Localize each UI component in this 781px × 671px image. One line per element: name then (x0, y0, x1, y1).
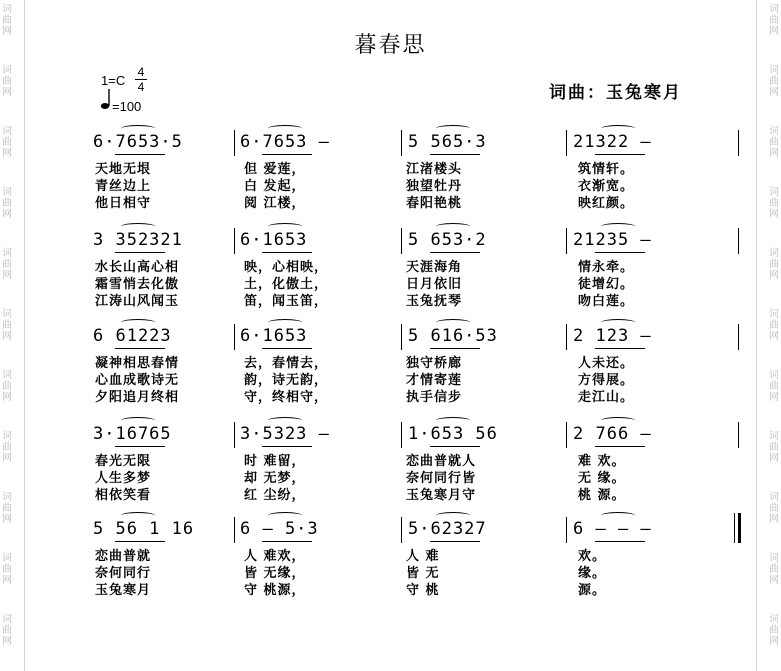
beam-underline (262, 348, 312, 349)
lyric-text: 徒增幻。 (578, 277, 635, 292)
barline (401, 130, 402, 156)
watermark-mark: 词 曲 网 (769, 4, 779, 37)
slur-mark (601, 125, 635, 132)
lyric-text: 人未还。 (578, 356, 635, 371)
watermark-mark: 词 曲 网 (769, 614, 779, 647)
lyric-text: 夕阳追月终相 (95, 390, 180, 405)
lyric-text: 桃 源。 (578, 488, 626, 503)
watermark-mark: 词 曲 网 (769, 492, 779, 525)
barline (566, 517, 567, 543)
barline (234, 422, 235, 448)
lyric-text: 人 难欢， (244, 549, 306, 564)
watermark-mark: 词 曲 网 (2, 248, 12, 281)
barline (401, 422, 402, 448)
beam-underline (595, 446, 645, 447)
beam-underline (115, 154, 165, 155)
slur-mark (121, 125, 155, 132)
measure-notes: 3 352321 (93, 230, 183, 250)
watermark-mark: 词 曲 网 (2, 370, 12, 403)
barline (401, 517, 402, 543)
lyric-text: 春光无限 (95, 454, 152, 469)
watermark-mark: 词 曲 网 (2, 553, 12, 586)
measure-notes: 2 766 – (573, 424, 652, 444)
lyric-text: 韵，诗无韵， (244, 373, 329, 388)
lyric-text: 阅 江楼， (244, 196, 306, 211)
measure-notes: 5 653·2 (408, 230, 487, 250)
lyric-text: 天涯海角 (406, 260, 463, 275)
lyric-text: 执手信步 (406, 390, 463, 405)
slur-mark (268, 417, 302, 424)
watermark-mark: 词 曲 网 (2, 614, 12, 647)
measure-notes: 21322 – (573, 132, 652, 152)
watermark-mark: 词 曲 网 (769, 309, 779, 342)
measure-notes: 6·1653 (240, 230, 308, 250)
beam-underline (262, 446, 312, 447)
beam-underline (430, 348, 480, 349)
barline (234, 517, 235, 543)
slur-mark (268, 125, 302, 132)
lyric-text: 凝神相思春情 (95, 356, 180, 371)
barline (738, 130, 739, 156)
lyric-text: 恋曲普就人 (406, 454, 477, 469)
beam-underline (262, 252, 312, 253)
measure-notes: 6 – 5·3 (240, 519, 319, 539)
barline (566, 324, 567, 350)
lyric-text: 情永牵。 (578, 260, 635, 275)
lyric-text: 映，心相映， (244, 260, 329, 275)
lyric-text: 无 缘。 (578, 471, 626, 486)
lyric-text: 他日相守 (95, 196, 152, 211)
slur-mark (601, 512, 635, 519)
measure-notes: 21235 – (573, 230, 652, 250)
slur-mark (268, 512, 302, 519)
key-signature: 1=C (101, 73, 126, 88)
time-bottom: 4 (137, 80, 145, 94)
left-edge-line (24, 0, 25, 671)
lyric-text: 皆 无 (406, 566, 440, 581)
measure-notes: 3·16765 (93, 424, 172, 444)
lyric-text: 江渚楼头 (406, 162, 463, 177)
lyric-text: 时 难留， (244, 454, 306, 469)
slur-mark (436, 223, 470, 230)
slur-mark (601, 223, 635, 230)
lyric-text: 奈何同行皆 (406, 471, 477, 486)
lyric-text: 笛，闻玉笛， (244, 294, 329, 309)
lyric-text: 土，化傲土， (244, 277, 329, 292)
time-top: 4 (137, 65, 145, 79)
measure-notes: 6·1653 (240, 326, 308, 346)
watermark-mark: 词 曲 网 (2, 309, 12, 342)
credits: 词曲：玉兔寒月 (549, 83, 682, 103)
watermark-mark: 词 曲 网 (769, 431, 779, 464)
barline (234, 324, 235, 350)
lyric-text: 去，春情去， (244, 356, 329, 371)
barline (738, 228, 739, 254)
slur-mark (268, 319, 302, 326)
measure-notes: 5·62327 (408, 519, 487, 539)
lyric-text: 守，终相守， (244, 390, 329, 405)
beam-underline (430, 446, 480, 447)
song-title: 暮春思 (354, 33, 427, 58)
final-barline-thick (738, 513, 741, 543)
watermark-mark: 词 曲 网 (2, 492, 12, 525)
lyric-text: 守 桃 (406, 583, 440, 598)
time-signature (134, 66, 148, 93)
watermark-mark: 词 曲 网 (769, 248, 779, 281)
slur-mark (601, 319, 635, 326)
lyric-text: 霜雪悄去化傲 (95, 277, 180, 292)
lyric-text: 守 桃源， (244, 583, 306, 598)
lyric-text: 才情寄莲 (406, 373, 463, 388)
right-edge-line (756, 0, 757, 671)
slur-mark (436, 319, 470, 326)
lyric-text: 水长山高心相 (95, 260, 180, 275)
lyric-text: 恋曲普就 (95, 549, 152, 564)
barline (738, 422, 739, 448)
slur-mark (436, 417, 470, 424)
measure-notes: 5 565·3 (408, 132, 487, 152)
barline (566, 130, 567, 156)
tempo-marking: =100 (112, 99, 142, 114)
lyric-text: 衣渐宽。 (578, 179, 635, 194)
lyric-text: 缘。 (578, 566, 607, 581)
lyric-text: 独望牡丹 (406, 179, 463, 194)
measure-notes: 5 56 1 16 (93, 519, 195, 539)
measure-notes: 5 616·53 (408, 326, 498, 346)
left-watermark-strip (0, 0, 14, 671)
measure-notes: 6 – – – (573, 519, 652, 539)
barline (566, 228, 567, 254)
measure-notes: 6·7653 – (240, 132, 330, 152)
lyric-text: 走江山。 (578, 390, 635, 405)
barline (738, 324, 739, 350)
beam-underline (262, 541, 312, 542)
lyric-text: 源。 (578, 583, 607, 598)
slur-mark (121, 223, 155, 230)
watermark-mark: 词 曲 网 (2, 187, 12, 220)
watermark-mark: 词 曲 网 (2, 4, 12, 37)
beam-underline (430, 541, 480, 542)
beam-underline (595, 154, 645, 155)
lyric-text: 奈何同行 (95, 566, 152, 581)
watermark-mark: 词 曲 网 (769, 553, 779, 586)
watermark-mark: 词 曲 网 (769, 187, 779, 220)
beam-underline (595, 252, 645, 253)
lyric-text: 红 尘纷， (244, 488, 306, 503)
lyric-text: 青丝边上 (95, 179, 152, 194)
slur-mark (436, 512, 470, 519)
measure-notes: 6·7653·5 (93, 132, 183, 152)
measure-notes: 3·5323 – (240, 424, 330, 444)
beam-underline (595, 348, 645, 349)
lyric-text: 玉兔抚琴 (406, 294, 463, 309)
lyric-text: 欢。 (578, 549, 607, 564)
watermark-mark: 词 曲 网 (2, 431, 12, 464)
barline (234, 228, 235, 254)
lyric-text: 玉兔寒月守 (406, 488, 477, 503)
watermark-mark: 词 曲 网 (769, 65, 779, 98)
slur-mark (121, 417, 155, 424)
beam-underline (115, 252, 165, 253)
lyric-text: 天地无垠 (95, 162, 152, 177)
slur-mark (601, 417, 635, 424)
watermark-mark: 词 曲 网 (769, 126, 779, 159)
slur-mark (268, 223, 302, 230)
barline (401, 324, 402, 350)
lyric-text: 春阳艳桃 (406, 196, 463, 211)
lyric-text: 玉兔寒月 (95, 583, 152, 598)
lyric-text: 但 爱莲， (244, 162, 306, 177)
lyric-text: 日月依旧 (406, 277, 463, 292)
watermark-mark: 词 曲 网 (769, 370, 779, 403)
lyric-text: 人生多梦 (95, 471, 152, 486)
beam-underline (430, 154, 480, 155)
beam-underline (115, 348, 165, 349)
slur-mark (121, 319, 155, 326)
lyric-text: 心血成歌诗无 (95, 373, 180, 388)
lyric-text: 独守桥廊 (406, 356, 463, 371)
lyric-text: 人 难 (406, 549, 440, 564)
final-barline-thin (734, 513, 735, 543)
watermark-mark: 词 曲 网 (2, 65, 12, 98)
barline (234, 130, 235, 156)
lyric-text: 映红颜。 (578, 196, 635, 211)
slur-mark (121, 512, 155, 519)
beam-underline (115, 541, 165, 542)
barline (566, 422, 567, 448)
lyric-text: 难 欢。 (578, 454, 626, 469)
watermark-mark: 词 曲 网 (2, 126, 12, 159)
slur-mark (436, 125, 470, 132)
lyric-text: 白 发起， (244, 179, 306, 194)
lyric-text: 相依笑看 (95, 488, 152, 503)
lyric-text: 江涛山风闻玉 (95, 294, 180, 309)
right-watermark-strip (767, 0, 781, 671)
beam-underline (430, 252, 480, 253)
beam-underline (595, 541, 645, 542)
lyric-text: 筑情轩。 (578, 162, 635, 177)
measure-notes: 6 61223 (93, 326, 172, 346)
beam-underline (262, 154, 312, 155)
lyric-text: 吻白莲。 (578, 294, 635, 309)
beam-underline (115, 446, 165, 447)
measure-notes: 2 123 – (573, 326, 652, 346)
barline (401, 228, 402, 254)
lyric-text: 皆 无缘， (244, 566, 306, 581)
measure-notes: 1·653 56 (408, 424, 498, 444)
lyric-text: 却 无梦， (244, 471, 306, 486)
lyric-text: 方得展。 (578, 373, 635, 388)
